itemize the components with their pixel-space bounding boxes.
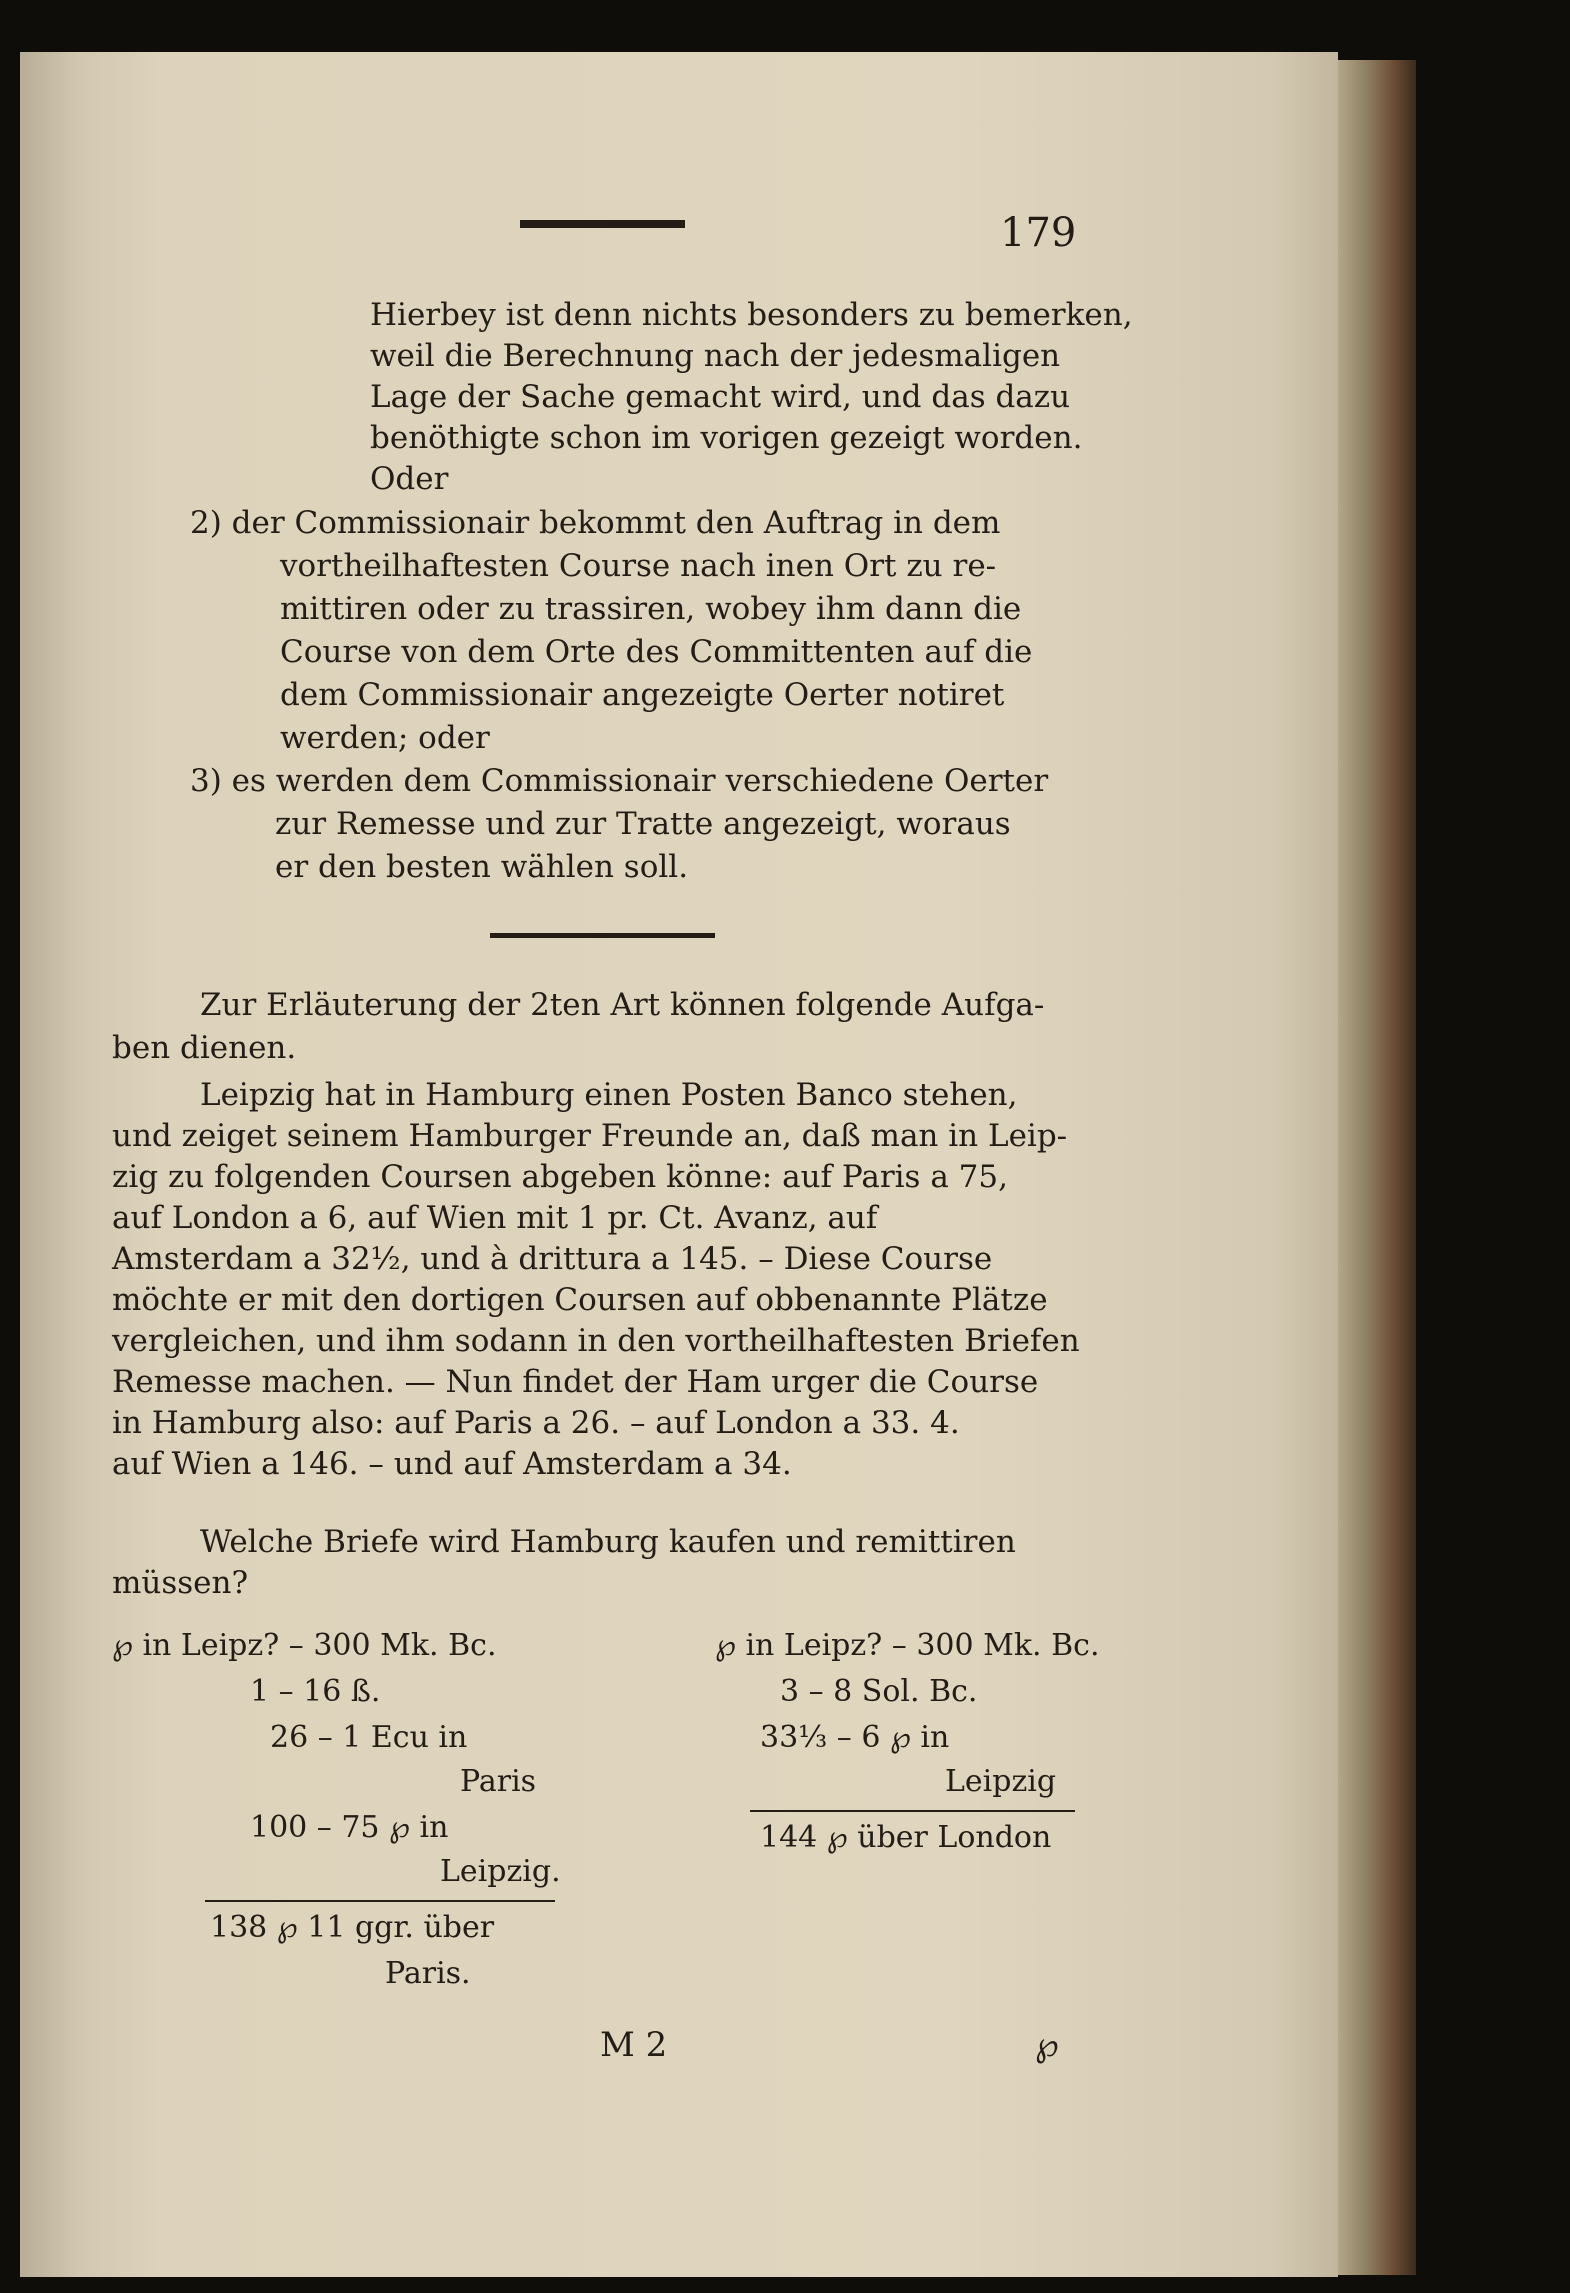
text-line: mittiren oder zu trassiren, wobey ihm dann die: [280, 591, 1022, 627]
text-line: ben dienen.: [112, 1030, 297, 1066]
calc-left-line: Leipzig.: [440, 1854, 561, 1889]
calc-right-line: Leipzig: [945, 1764, 1057, 1799]
calc-left-line: 100 – 75 ℘ in: [250, 1810, 449, 1845]
text-line: Amsterdam a 32½, und à drittura a 145. – Diese Course: [112, 1241, 993, 1277]
text-line: vergleichen, und ihm sodann in den vortheilhaftesten Briefen: [112, 1323, 1080, 1359]
text-line: Oder: [370, 461, 449, 497]
calc-left-result: 138 ℘ 11 ggr. über: [210, 1910, 495, 1945]
text-line: Hierbey ist denn nichts besonders zu bemerken,: [370, 297, 1133, 333]
calc-left-line: 1 – 16 ß.: [250, 1674, 381, 1709]
text-line: möchte er mit den dortigen Coursen auf obbenannte Plätze: [112, 1282, 1048, 1318]
text-line: Leipzig hat in Hamburg einen Posten Banco stehen,: [200, 1077, 1018, 1113]
calc-right-line: ℘ in Leipz? – 300 Mk. Bc.: [715, 1628, 1100, 1663]
section-divider: [490, 933, 715, 938]
text-line: zur Remesse und zur Tratte angezeigt, woraus: [275, 806, 1011, 842]
calc-right-line: 3 – 8 Sol. Bc.: [780, 1674, 978, 1709]
text-line: werden; oder: [280, 720, 490, 756]
text-line: Welche Briefe wird Hamburg kaufen und remittiren: [200, 1524, 1016, 1560]
text-line: 3) es werden dem Commissionair verschiedene Oerter: [190, 763, 1049, 799]
text-line: auf London a 6, auf Wien mit 1 pr. Ct. Avanz, auf: [112, 1200, 878, 1236]
text-line: vortheilhaftesten Course nach inen Ort zu re-: [280, 548, 997, 584]
sum-rule-right: [750, 1810, 1075, 1812]
text-line: dem Commissionair angezeigte Oerter notiret: [280, 677, 1005, 713]
sum-rule-left: [205, 1900, 555, 1902]
signature-mark: M 2: [600, 2025, 668, 2065]
calc-right-line: 33⅓ – 6 ℘ in: [760, 1720, 950, 1755]
header-ornament-rule: [520, 220, 685, 228]
text-line: in Hamburg also: auf Paris a 26. – auf London a 33. 4.: [112, 1405, 960, 1441]
text-line: Lage der Sache gemacht wird, und das dazu: [370, 379, 1071, 415]
calc-left-result: Paris.: [385, 1956, 471, 1991]
text-line: und zeiget seinem Hamburger Freunde an, daß man in Leip-: [112, 1118, 1068, 1154]
calc-left-line: Paris: [460, 1764, 537, 1799]
text-line: er den besten wählen soll.: [275, 849, 689, 885]
page-number: 179: [1000, 210, 1077, 256]
calc-left-line: ℘ in Leipz? – 300 Mk. Bc.: [112, 1628, 497, 1663]
text-line: zig zu folgenden Coursen abgeben könne: auf Paris a 75,: [112, 1159, 1008, 1195]
text-line: Course von dem Orte des Committenten auf die: [280, 634, 1033, 670]
page-edge-shadow: [1338, 60, 1416, 2275]
text-line: Zur Erläuterung der 2ten Art können folgende Aufga-: [200, 987, 1045, 1023]
text-line: müssen?: [112, 1565, 249, 1601]
calc-right-result: 144 ℘ über London: [760, 1820, 1052, 1855]
text-line: benöthigte schon im vorigen gezeigt worden.: [370, 420, 1083, 456]
catchword: ℘: [1035, 2025, 1059, 2065]
text-line: 2) der Commissionair bekommt den Auftrag in dem: [190, 505, 1001, 541]
text-line: weil die Berechnung nach der jedesmaligen: [370, 338, 1061, 374]
calc-left-line: 26 – 1 Ecu in: [270, 1720, 468, 1755]
text-line: auf Wien a 146. – und auf Amsterdam a 34.: [112, 1446, 792, 1482]
text-line: Remesse machen. — Nun findet der Ham urger die Course: [112, 1364, 1039, 1400]
